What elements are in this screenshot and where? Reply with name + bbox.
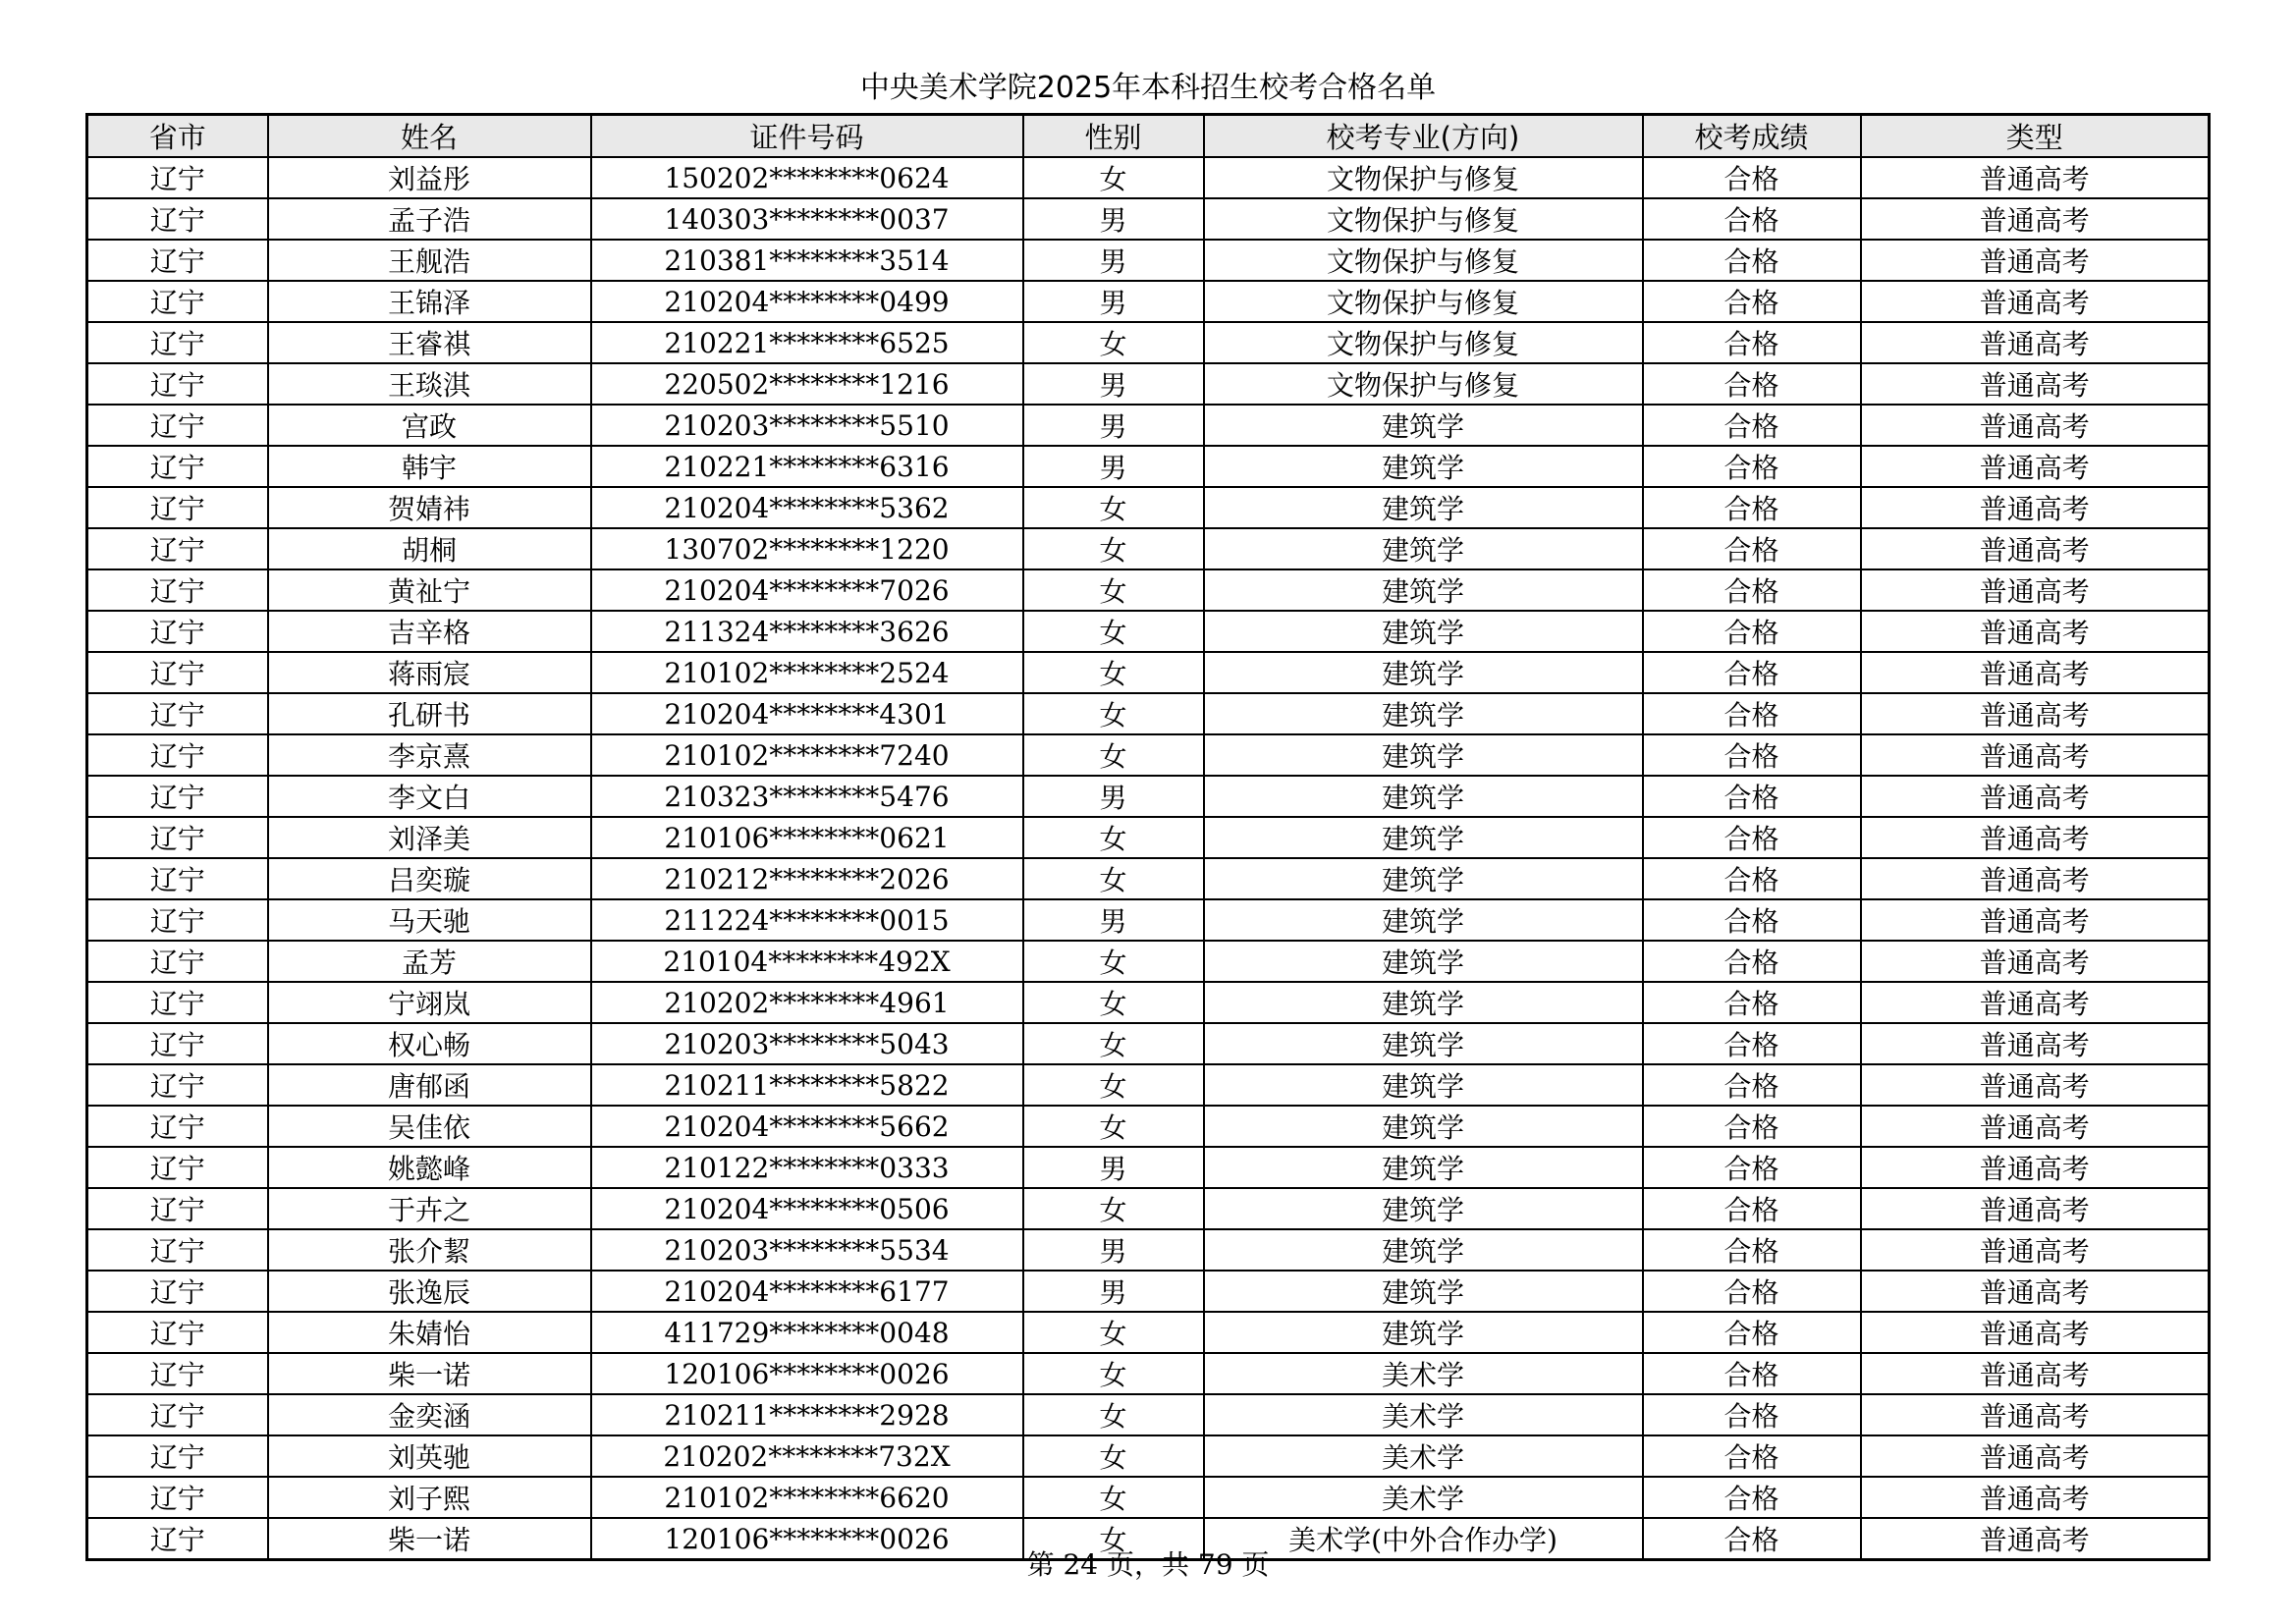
score-cell: 合格 xyxy=(1643,1023,1861,1064)
type-cell: 普通高考 xyxy=(1861,1394,2210,1435)
major-cell: 建筑学 xyxy=(1204,1271,1643,1312)
major-cell: 建筑学 xyxy=(1204,405,1643,446)
column-header-type: 类型 xyxy=(1861,115,2210,158)
province-cell: 辽宁 xyxy=(87,611,268,652)
id-number-cell: 210202********4961 xyxy=(591,982,1023,1023)
gender-cell: 男 xyxy=(1023,899,1204,941)
province-cell: 辽宁 xyxy=(87,405,268,446)
table-row xyxy=(87,1394,2210,1435)
name-cell: 刘泽美 xyxy=(268,817,591,858)
name-cell: 张逸辰 xyxy=(268,1271,591,1312)
province-cell: 辽宁 xyxy=(87,1064,268,1106)
table-row xyxy=(87,1435,2210,1477)
name-cell: 宫政 xyxy=(268,405,591,446)
gender-cell: 女 xyxy=(1023,528,1204,569)
major-cell: 美术学 xyxy=(1204,1435,1643,1477)
type-cell: 普通高考 xyxy=(1861,1271,2210,1312)
table-row xyxy=(87,363,2210,405)
type-cell: 普通高考 xyxy=(1861,157,2210,198)
gender-cell: 女 xyxy=(1023,1477,1204,1518)
column-header-gender: 性别 xyxy=(1023,115,1204,158)
score-cell: 合格 xyxy=(1643,693,1861,734)
score-cell: 合格 xyxy=(1643,322,1861,363)
table-row xyxy=(87,941,2210,982)
major-cell: 建筑学 xyxy=(1204,941,1643,982)
major-cell: 文物保护与修复 xyxy=(1204,157,1643,198)
province-cell: 辽宁 xyxy=(87,1312,268,1353)
page-number-footer: 第 24 页，共 79 页 xyxy=(1026,1548,1270,1581)
score-cell: 合格 xyxy=(1643,1394,1861,1435)
name-cell: 于卉之 xyxy=(268,1188,591,1229)
table-row xyxy=(87,1064,2210,1106)
gender-cell: 女 xyxy=(1023,941,1204,982)
id-number-cell: 210102********2524 xyxy=(591,652,1023,693)
table-body xyxy=(87,157,2210,1560)
name-cell: 马天驰 xyxy=(268,899,591,941)
province-cell: 辽宁 xyxy=(87,734,268,776)
major-cell: 建筑学 xyxy=(1204,1312,1643,1353)
score-cell: 合格 xyxy=(1643,1435,1861,1477)
major-cell: 建筑学 xyxy=(1204,1064,1643,1106)
major-cell: 文物保护与修复 xyxy=(1204,322,1643,363)
score-cell: 合格 xyxy=(1643,405,1861,446)
gender-cell: 女 xyxy=(1023,734,1204,776)
score-cell: 合格 xyxy=(1643,446,1861,487)
gender-cell: 女 xyxy=(1023,1435,1204,1477)
major-cell: 建筑学 xyxy=(1204,1023,1643,1064)
admission-list-table xyxy=(85,113,2211,1561)
major-cell: 建筑学 xyxy=(1204,528,1643,569)
id-number-cell: 210203********5043 xyxy=(591,1023,1023,1064)
id-number-cell: 210104********492X xyxy=(591,941,1023,982)
name-cell: 王琰淇 xyxy=(268,363,591,405)
score-cell: 合格 xyxy=(1643,982,1861,1023)
score-cell: 合格 xyxy=(1643,487,1861,528)
major-cell: 建筑学 xyxy=(1204,858,1643,899)
table-row xyxy=(87,1353,2210,1394)
type-cell: 普通高考 xyxy=(1861,198,2210,240)
type-cell: 普通高考 xyxy=(1861,611,2210,652)
id-number-cell: 210211********2928 xyxy=(591,1394,1023,1435)
major-cell: 美术学(中外合作办学) xyxy=(1204,1518,1643,1560)
type-cell: 普通高考 xyxy=(1861,1518,2210,1560)
type-cell: 普通高考 xyxy=(1861,446,2210,487)
major-cell: 建筑学 xyxy=(1204,611,1643,652)
province-cell: 辽宁 xyxy=(87,322,268,363)
province-cell: 辽宁 xyxy=(87,569,268,611)
table-row xyxy=(87,446,2210,487)
id-number-cell: 210122********0333 xyxy=(591,1147,1023,1188)
type-cell: 普通高考 xyxy=(1861,1312,2210,1353)
gender-cell: 男 xyxy=(1023,405,1204,446)
id-number-cell: 210204********6177 xyxy=(591,1271,1023,1312)
province-cell: 辽宁 xyxy=(87,487,268,528)
name-cell: 权心畅 xyxy=(268,1023,591,1064)
table-row xyxy=(87,982,2210,1023)
score-cell: 合格 xyxy=(1643,240,1861,281)
gender-cell: 女 xyxy=(1023,1064,1204,1106)
name-cell: 胡桐 xyxy=(268,528,591,569)
type-cell: 普通高考 xyxy=(1861,899,2210,941)
id-number-cell: 210212********2026 xyxy=(591,858,1023,899)
major-cell: 文物保护与修复 xyxy=(1204,363,1643,405)
type-cell: 普通高考 xyxy=(1861,528,2210,569)
id-number-cell: 210211********5822 xyxy=(591,1064,1023,1106)
score-cell: 合格 xyxy=(1643,157,1861,198)
province-cell: 辽宁 xyxy=(87,652,268,693)
major-cell: 建筑学 xyxy=(1204,569,1643,611)
id-number-cell: 210202********732X xyxy=(591,1435,1023,1477)
name-cell: 刘益彤 xyxy=(268,157,591,198)
name-cell: 柴一诺 xyxy=(268,1518,591,1560)
type-cell: 普通高考 xyxy=(1861,487,2210,528)
type-cell: 普通高考 xyxy=(1861,1435,2210,1477)
id-number-cell: 210203********5534 xyxy=(591,1229,1023,1271)
name-cell: 孟子浩 xyxy=(268,198,591,240)
major-cell: 文物保护与修复 xyxy=(1204,240,1643,281)
score-cell: 合格 xyxy=(1643,776,1861,817)
name-cell: 蒋雨宸 xyxy=(268,652,591,693)
gender-cell: 女 xyxy=(1023,1394,1204,1435)
table-row xyxy=(87,693,2210,734)
id-number-cell: 210204********5362 xyxy=(591,487,1023,528)
type-cell: 普通高考 xyxy=(1861,858,2210,899)
table-row xyxy=(87,858,2210,899)
id-number-cell: 140303********0037 xyxy=(591,198,1023,240)
name-cell: 金奕涵 xyxy=(268,1394,591,1435)
id-number-cell: 411729********0048 xyxy=(591,1312,1023,1353)
name-cell: 李文白 xyxy=(268,776,591,817)
gender-cell: 女 xyxy=(1023,652,1204,693)
column-header-major: 校考专业(方向) xyxy=(1204,115,1643,158)
major-cell: 建筑学 xyxy=(1204,446,1643,487)
name-cell: 吉辛格 xyxy=(268,611,591,652)
province-cell: 辽宁 xyxy=(87,982,268,1023)
province-cell: 辽宁 xyxy=(87,1229,268,1271)
major-cell: 建筑学 xyxy=(1204,1188,1643,1229)
id-number-cell: 210204********0506 xyxy=(591,1188,1023,1229)
score-cell: 合格 xyxy=(1643,1518,1861,1560)
id-number-cell: 220502********1216 xyxy=(591,363,1023,405)
id-number-cell: 210203********5510 xyxy=(591,405,1023,446)
province-cell: 辽宁 xyxy=(87,157,268,198)
id-number-cell: 150202********0624 xyxy=(591,157,1023,198)
name-cell: 李京熹 xyxy=(268,734,591,776)
gender-cell: 女 xyxy=(1023,487,1204,528)
score-cell: 合格 xyxy=(1643,611,1861,652)
province-cell: 辽宁 xyxy=(87,1023,268,1064)
score-cell: 合格 xyxy=(1643,198,1861,240)
score-cell: 合格 xyxy=(1643,569,1861,611)
header-row xyxy=(87,115,2210,158)
major-cell: 建筑学 xyxy=(1204,487,1643,528)
score-cell: 合格 xyxy=(1643,1353,1861,1394)
province-cell: 辽宁 xyxy=(87,1518,268,1560)
name-cell: 张介絜 xyxy=(268,1229,591,1271)
table-row xyxy=(87,734,2210,776)
province-cell: 辽宁 xyxy=(87,446,268,487)
type-cell: 普通高考 xyxy=(1861,1106,2210,1147)
table-row xyxy=(87,1188,2210,1229)
province-cell: 辽宁 xyxy=(87,1106,268,1147)
gender-cell: 女 xyxy=(1023,1106,1204,1147)
major-cell: 建筑学 xyxy=(1204,1229,1643,1271)
province-cell: 辽宁 xyxy=(87,941,268,982)
name-cell: 柴一诺 xyxy=(268,1353,591,1394)
id-number-cell: 210381********3514 xyxy=(591,240,1023,281)
id-number-cell: 210204********4301 xyxy=(591,693,1023,734)
score-cell: 合格 xyxy=(1643,734,1861,776)
table-row xyxy=(87,1023,2210,1064)
province-cell: 辽宁 xyxy=(87,281,268,322)
id-number-cell: 211224********0015 xyxy=(591,899,1023,941)
major-cell: 美术学 xyxy=(1204,1394,1643,1435)
id-number-cell: 210221********6316 xyxy=(591,446,1023,487)
province-cell: 辽宁 xyxy=(87,1394,268,1435)
table-row xyxy=(87,817,2210,858)
page-title: 中央美术学院2025年本科招生校考合格名单 xyxy=(859,71,1437,105)
gender-cell: 女 xyxy=(1023,817,1204,858)
major-cell: 建筑学 xyxy=(1204,982,1643,1023)
id-number-cell: 210204********5662 xyxy=(591,1106,1023,1147)
table-row xyxy=(87,611,2210,652)
type-cell: 普通高考 xyxy=(1861,1477,2210,1518)
province-cell: 辽宁 xyxy=(87,858,268,899)
score-cell: 合格 xyxy=(1643,941,1861,982)
score-cell: 合格 xyxy=(1643,1147,1861,1188)
score-cell: 合格 xyxy=(1643,1312,1861,1353)
table-row xyxy=(87,776,2210,817)
type-cell: 普通高考 xyxy=(1861,693,2210,734)
gender-cell: 女 xyxy=(1023,611,1204,652)
province-cell: 辽宁 xyxy=(87,817,268,858)
name-cell: 姚懿峰 xyxy=(268,1147,591,1188)
type-cell: 普通高考 xyxy=(1861,363,2210,405)
major-cell: 文物保护与修复 xyxy=(1204,281,1643,322)
table-row xyxy=(87,322,2210,363)
table-row xyxy=(87,240,2210,281)
type-cell: 普通高考 xyxy=(1861,734,2210,776)
province-cell: 辽宁 xyxy=(87,899,268,941)
table-row xyxy=(87,652,2210,693)
id-number-cell: 210102********6620 xyxy=(591,1477,1023,1518)
id-number-cell: 210323********5476 xyxy=(591,776,1023,817)
score-cell: 合格 xyxy=(1643,899,1861,941)
gender-cell: 男 xyxy=(1023,281,1204,322)
table-row xyxy=(87,487,2210,528)
gender-cell: 女 xyxy=(1023,569,1204,611)
table-row xyxy=(87,528,2210,569)
name-cell: 宁翊岚 xyxy=(268,982,591,1023)
column-header-province: 省市 xyxy=(87,115,268,158)
type-cell: 普通高考 xyxy=(1861,1229,2210,1271)
score-cell: 合格 xyxy=(1643,1188,1861,1229)
score-cell: 合格 xyxy=(1643,817,1861,858)
major-cell: 建筑学 xyxy=(1204,652,1643,693)
gender-cell: 男 xyxy=(1023,363,1204,405)
type-cell: 普通高考 xyxy=(1861,776,2210,817)
major-cell: 建筑学 xyxy=(1204,734,1643,776)
gender-cell: 女 xyxy=(1023,858,1204,899)
table-row xyxy=(87,1312,2210,1353)
table-row xyxy=(87,198,2210,240)
province-cell: 辽宁 xyxy=(87,1435,268,1477)
table-row xyxy=(87,1147,2210,1188)
score-cell: 合格 xyxy=(1643,1106,1861,1147)
gender-cell: 女 xyxy=(1023,693,1204,734)
score-cell: 合格 xyxy=(1643,281,1861,322)
name-cell: 韩宇 xyxy=(268,446,591,487)
id-number-cell: 120106********0026 xyxy=(591,1518,1023,1560)
major-cell: 美术学 xyxy=(1204,1353,1643,1394)
gender-cell: 男 xyxy=(1023,1147,1204,1188)
province-cell: 辽宁 xyxy=(87,1353,268,1394)
major-cell: 建筑学 xyxy=(1204,776,1643,817)
name-cell: 吕奕璇 xyxy=(268,858,591,899)
gender-cell: 男 xyxy=(1023,198,1204,240)
type-cell: 普通高考 xyxy=(1861,1147,2210,1188)
gender-cell: 女 xyxy=(1023,322,1204,363)
province-cell: 辽宁 xyxy=(87,1271,268,1312)
type-cell: 普通高考 xyxy=(1861,652,2210,693)
score-cell: 合格 xyxy=(1643,528,1861,569)
score-cell: 合格 xyxy=(1643,363,1861,405)
gender-cell: 男 xyxy=(1023,446,1204,487)
name-cell: 贺婧祎 xyxy=(268,487,591,528)
province-cell: 辽宁 xyxy=(87,528,268,569)
id-number-cell: 210102********7240 xyxy=(591,734,1023,776)
score-cell: 合格 xyxy=(1643,858,1861,899)
major-cell: 建筑学 xyxy=(1204,1147,1643,1188)
major-cell: 建筑学 xyxy=(1204,899,1643,941)
type-cell: 普通高考 xyxy=(1861,240,2210,281)
score-cell: 合格 xyxy=(1643,1271,1861,1312)
gender-cell: 男 xyxy=(1023,776,1204,817)
table-row xyxy=(87,281,2210,322)
score-cell: 合格 xyxy=(1643,652,1861,693)
table-row xyxy=(87,405,2210,446)
name-cell: 王睿祺 xyxy=(268,322,591,363)
type-cell: 普通高考 xyxy=(1861,1188,2210,1229)
province-cell: 辽宁 xyxy=(87,776,268,817)
name-cell: 刘子熙 xyxy=(268,1477,591,1518)
province-cell: 辽宁 xyxy=(87,1477,268,1518)
province-cell: 辽宁 xyxy=(87,363,268,405)
column-header-id-number: 证件号码 xyxy=(591,115,1023,158)
gender-cell: 女 xyxy=(1023,1518,1204,1560)
id-number-cell: 130702********1220 xyxy=(591,528,1023,569)
id-number-cell: 120106********0026 xyxy=(591,1353,1023,1394)
column-header-name: 姓名 xyxy=(268,115,591,158)
type-cell: 普通高考 xyxy=(1861,941,2210,982)
major-cell: 建筑学 xyxy=(1204,817,1643,858)
name-cell: 黄祉宁 xyxy=(268,569,591,611)
province-cell: 辽宁 xyxy=(87,693,268,734)
type-cell: 普通高考 xyxy=(1861,1353,2210,1394)
id-number-cell: 210221********6525 xyxy=(591,322,1023,363)
id-number-cell: 210106********0621 xyxy=(591,817,1023,858)
major-cell: 建筑学 xyxy=(1204,1106,1643,1147)
type-cell: 普通高考 xyxy=(1861,281,2210,322)
type-cell: 普通高考 xyxy=(1861,982,2210,1023)
gender-cell: 女 xyxy=(1023,1023,1204,1064)
province-cell: 辽宁 xyxy=(87,1147,268,1188)
table-row xyxy=(87,899,2210,941)
type-cell: 普通高考 xyxy=(1861,1023,2210,1064)
column-header-score: 校考成绩 xyxy=(1643,115,1861,158)
gender-cell: 男 xyxy=(1023,240,1204,281)
name-cell: 唐郁函 xyxy=(268,1064,591,1106)
table-row xyxy=(87,569,2210,611)
score-cell: 合格 xyxy=(1643,1477,1861,1518)
province-cell: 辽宁 xyxy=(87,198,268,240)
gender-cell: 女 xyxy=(1023,1188,1204,1229)
gender-cell: 女 xyxy=(1023,1353,1204,1394)
table-row xyxy=(87,1229,2210,1271)
name-cell: 王锦泽 xyxy=(268,281,591,322)
name-cell: 孔研书 xyxy=(268,693,591,734)
province-cell: 辽宁 xyxy=(87,240,268,281)
major-cell: 美术学 xyxy=(1204,1477,1643,1518)
name-cell: 刘英驰 xyxy=(268,1435,591,1477)
major-cell: 建筑学 xyxy=(1204,693,1643,734)
gender-cell: 女 xyxy=(1023,1312,1204,1353)
gender-cell: 男 xyxy=(1023,1271,1204,1312)
id-number-cell: 211324********3626 xyxy=(591,611,1023,652)
name-cell: 王舰浩 xyxy=(268,240,591,281)
type-cell: 普通高考 xyxy=(1861,322,2210,363)
table-row xyxy=(87,1477,2210,1518)
score-cell: 合格 xyxy=(1643,1229,1861,1271)
id-number-cell: 210204********7026 xyxy=(591,569,1023,611)
id-number-cell: 210204********0499 xyxy=(591,281,1023,322)
name-cell: 朱婧怡 xyxy=(268,1312,591,1353)
type-cell: 普通高考 xyxy=(1861,817,2210,858)
gender-cell: 男 xyxy=(1023,1229,1204,1271)
gender-cell: 女 xyxy=(1023,157,1204,198)
table-row xyxy=(87,1271,2210,1312)
major-cell: 文物保护与修复 xyxy=(1204,198,1643,240)
name-cell: 吴佳依 xyxy=(268,1106,591,1147)
table-row xyxy=(87,1106,2210,1147)
name-cell: 孟芳 xyxy=(268,941,591,982)
type-cell: 普通高考 xyxy=(1861,569,2210,611)
table-row xyxy=(87,157,2210,198)
province-cell: 辽宁 xyxy=(87,1188,268,1229)
type-cell: 普通高考 xyxy=(1861,1064,2210,1106)
score-cell: 合格 xyxy=(1643,1064,1861,1106)
type-cell: 普通高考 xyxy=(1861,405,2210,446)
gender-cell: 女 xyxy=(1023,982,1204,1023)
